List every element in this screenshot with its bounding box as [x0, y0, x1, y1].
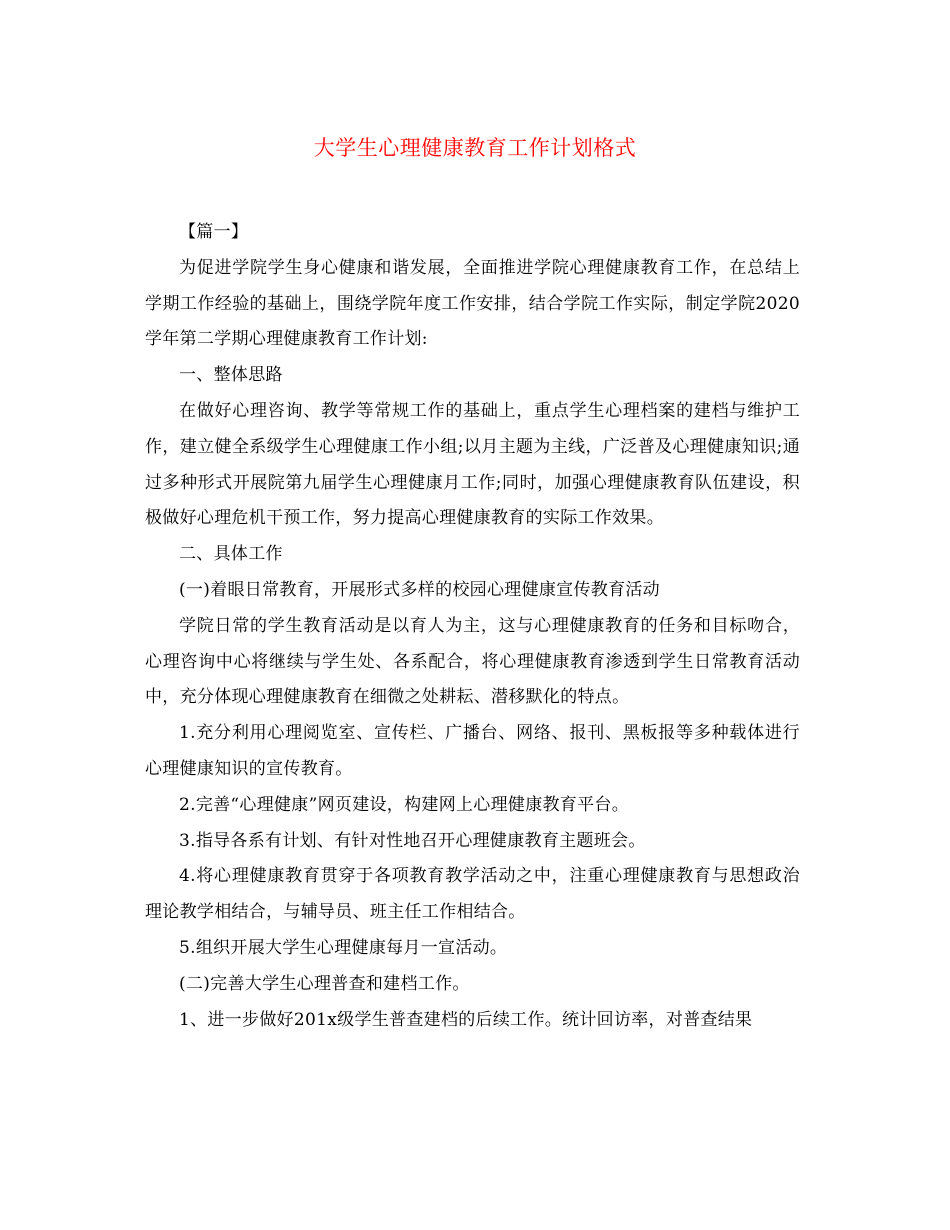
list-item-5: 5.组织开展大学生心理健康每月一宣活动。: [179, 937, 508, 958]
section-heading-part-one: 【篇一】: [179, 222, 249, 242]
subheading-survey-archiving: (二)完善大学生心理普查和建档工作。: [179, 973, 470, 994]
document-title: 大学生心理健康教育工作计划格式: [313, 136, 637, 160]
list-item-1: 1.充分利用心理阅览室、宣传栏、广播台、网络、报刊、黑板报等多种载体进行心理健康知识的宣传教育。: [145, 723, 800, 779]
list-item-4: 4.将心理健康教育贯穿于各项教育教学活动之中，注重心理健康教育与思想政治理论教学相结合，与辅导员、班主任工作相结合。: [145, 866, 800, 923]
daily-education-paragraph: 学院日常的学生教育活动是以育人为主，这与心理健康教育的任务和目标吻合，心理咨询中心将继续与学生处、各系配合，将心理健康教育渗透到学生日常教育活动中，充分体现心理健康教育在细微之处耕耘、潜移默化的特点。: [145, 615, 800, 708]
subheading-daily-education: (一)着眼日常教育，开展形式多样的校园心理健康宣传教育活动: [179, 579, 660, 600]
intro-paragraph: 为促进学院学生身心健康和谐发展，全面推进学院心理健康教育工作，在总结上学期工作经验的基础上，围绕学院年度工作安排，结合学院工作实际，制定学院2020学年第二学期心理健康教育工作计划:: [145, 257, 800, 350]
section-heading-overall-approach: 一、整体思路: [179, 365, 283, 386]
list-item-2: 2.完善“心理健康”网页建设，构建网上心理健康教育平台。: [179, 794, 630, 815]
list-item-3: 3.指导各系有计划、有针对性地召开心理健康教育主题班会。: [179, 830, 646, 851]
document-body: [145, 215, 800, 1038]
survey-item-1: 1、进一步做好201x级学生普查建档的后续工作。统计回访率，对普查结果: [179, 1009, 753, 1030]
overall-approach-paragraph: 在做好心理咨询、教学等常规工作的基础上，重点学生心理档案的建档与维护工作，建立健全系级学生心理健康工作小组;以月主题为主线，广泛普及心理健康知识;通过多种形式开展院第九届学生心理健康月工作;同时，加强心理健康教育队伍建设，积极做好心理危机干预工作，努力提高心理健康教育的实际工作效果。: [145, 400, 800, 529]
section-heading-specific-work: 二、具体工作: [179, 544, 283, 565]
